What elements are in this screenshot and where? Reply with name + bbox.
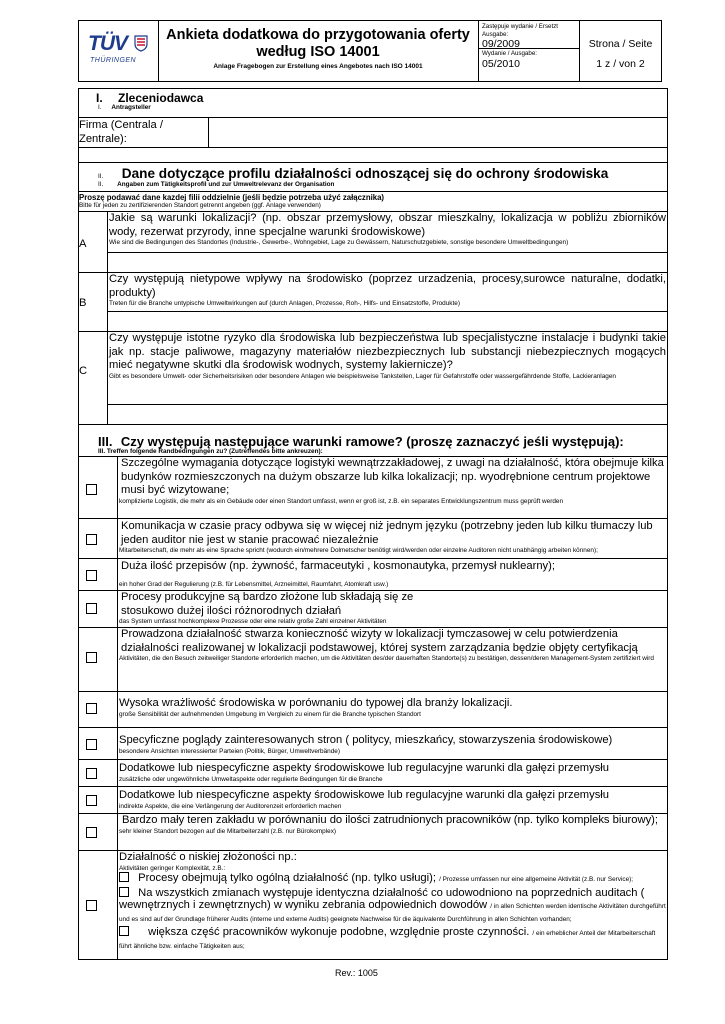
item-small-site-de: sehr kleiner Standort bezogen auf die Mitarbeiterzahl (z.B. nur Bürokomplex) [119, 827, 337, 835]
section1-title: Zleceniodawca [118, 91, 204, 105]
row-c-question: Czy występuje istotne ryzyko dla środowiska lub bezpieczeństwa lub specjalistyczne instalacje i budynki takie jak np. stacje paliwowe, magazyny materiałów niezbezpiecznych lub substancji niebezpiecznych mogących mieć negatywne skutki dla środowisk wodnych, systemy lakiernicze)? [109, 332, 666, 371]
page-label: Strona / Seite [588, 38, 653, 50]
item-indirect-aspects-pl: Dodatkowe lub niespecyficzne aspekty środowiskowe lub regulacyjne warunki dla gałęzi przemysłu [119, 789, 610, 801]
edition-value: 05/2010 [482, 57, 520, 70]
row-b-question: Czy występują nietypowe wpływy na środowisko (poprzez urzadzenia, procesy,surowce naturalne, dodatki, produkty) [109, 273, 666, 299]
item-low-complexity-pl: Działalność o niskiej złożoności np.: [119, 851, 297, 863]
row-b-answer[interactable] [108, 312, 666, 330]
section2-num: II. [98, 173, 104, 180]
checkbox-regulations[interactable] [86, 570, 97, 581]
firma-input[interactable] [209, 118, 667, 146]
item-low-complexity-de: Aktivitäten geringer Komplexität, z.B.: [119, 864, 226, 872]
checkbox-temporary-sites[interactable] [86, 652, 97, 663]
item-logistics-pl: Szczególne wymagania dotyczące logistyki wewnątrzzakładowej, z uwagi na działalność, która obejmuje kilka budynków rozmieszczonych na dużym obszarze lub kilka lokalizacji; np. wyodrębnione centrum projektowe musi być wizytowane; [121, 457, 664, 496]
sub3-de: / ein erheblicher Anteil der Mitarbeiterschaft führt ähnliche bzw. einfache Tätigkeiten aus; [119, 930, 656, 950]
item-temporary-sites-de: Aktivitäten, die den Besuch zeitweiliger Standorte erforderlich machen, um die Aktivitäten des/der dauerhaften Standorte(s) zu bestätigen, dessen/deren Management-System zertifiziert wird [119, 655, 654, 662]
checkbox-language[interactable] [86, 534, 97, 545]
item-stakeholders-de: besondere Ansichten interessierter Parteien (Politik, Bürger, Umweltverbände) [119, 747, 340, 755]
item-processes-pl: Procesy produkcyjne są bardzo złożone lub składają się ze stosukowo dużej ilości różnorodnych działań [121, 591, 414, 617]
revision-label: Rev.: 1005 [335, 968, 378, 978]
item-regulations-de: ein hoher Grad der Regulierung (z.B. für Lebensmittel, Arzneimittel, Raumfahrt, Atomkraft usw.) [119, 580, 389, 588]
section2-note-de: Bitte für jeden zu zertifizierenden Standort getrennt angeben (ggf. Anlage verwenden) [79, 202, 321, 209]
tuv-logo [88, 32, 152, 68]
doc-title-line1: Ankieta dodatkowa do przygotowania oferty [166, 27, 470, 43]
checkbox-processes[interactable] [86, 603, 97, 614]
checkbox-logistics[interactable] [86, 484, 97, 495]
row-a-letter: A [79, 238, 87, 250]
section3-sub: III. Treffen folgende Randbedingungen zu? (Zutreffendes bitte ankreuzen): [98, 448, 323, 455]
firma-label: Firma (Centrala / Zentrale): [79, 119, 163, 145]
item-processes-de: das System umfasst hochkomplexe Prozesse oder eine relativ große Zahl einzelner Aktivitäten [119, 618, 387, 625]
sub2-de: / in allen Schichten werden identische Aktivitäten durchgeführt und es sind auf der Grundlage früherer Audits (interne und externe Audits) geeignete Nachweise für die äquivalente Durchführung in allen Schichten vorhanden; [119, 903, 666, 923]
checkbox-general-activity[interactable] [119, 872, 129, 882]
row-c-letter: C [79, 365, 88, 377]
item-small-site-pl: Bardzo mały teren zakładu w porównaniu do ilości zatrudnionych pracowników (np. tylko kompleks biurowy); [122, 814, 659, 826]
replaces-value: 09/2009 [482, 38, 520, 50]
section1-sub: Antragsteller [111, 104, 151, 111]
checkbox-simple-tasks[interactable] [119, 926, 129, 936]
checkbox-additional-aspects[interactable] [86, 768, 97, 779]
section2-sub: Angaben zum Tätigkeitsprofil und zur Umweltrelevanz der Organisation [117, 181, 335, 188]
doc-title-line2: według ISO 14001 [256, 44, 380, 60]
section2-title: Dane dotyczące profilu działalności odnoszącej się do ochrony środowiska [121, 166, 609, 181]
edition-label: Wydanie / Ausgabe: [482, 50, 537, 57]
item-language-pl: Komunikacja w czasie pracy odbywa się w więcej niż jednym języku (potrzebny jeden lub kilku tłumaczy lub jeden auditor nie jest w stanie pracować niezależnie [121, 520, 653, 546]
shield-icon [134, 35, 148, 52]
sub2-pl: Na wszystkich zmianach występuje identyczna działalność co udowodniono na poprzednich auditach ( wewnętrznych i zewnętrznych) w wyniku zebrania odpowiednich dowodów [119, 886, 645, 911]
row-a-answer[interactable] [108, 253, 666, 271]
page-value: 1 z / von 2 [596, 58, 645, 70]
row-a-question-de: Wie sind die Bedingungen des Standortes (Industrie-, Gewerbe-, Wohngebiet, Lage zu Gewässern, Naturschutzgebiete, sonstige besondere Umweltbedingungen) [109, 239, 569, 246]
logo-text: TÜV [88, 32, 127, 55]
item-regulations-pl: Duża ilość przepisów (np. żywność, farmaceutyki , kosmonautyka, przemysł nuklearny); [121, 560, 555, 572]
item-language-de: Mitarbeiterschaft, die mehr als eine Sprache spricht (wodurch ein/mehrere Dolmetscher benötigt wird/werden oder einzelne Auditoren nicht unabhängig arbeiten können); [119, 547, 598, 554]
sub1-pl: Procesy obejmują tylko ogólną działalność (np. tylko usługi); [138, 872, 436, 884]
section1-num: I. [96, 91, 103, 105]
item-additional-aspects-de: zusätzliche oder ungewöhnliche Umweltaspekte oder regulierte Bedingungen für die Branche [119, 775, 383, 783]
checkbox-low-complexity[interactable] [86, 900, 97, 911]
doc-subtitle: Anlage Fragebogen zur Erstellung eines Angebotes nach ISO 14001 [213, 63, 423, 70]
item-sensitivity-de: große Sensibilität der aufnehmenden Umgebung im Vergleich zu einem für die Branche typischen Standort [119, 710, 421, 718]
row-b-question-de: Treten für die Branche untypische Umweltwirkungen auf (durch Anlagen, Prozesse, Roh-, Hilfs- und Einsatzstoffe, Produkte) [109, 300, 460, 307]
item-indirect-aspects-de: indirekte Aspekte, die eine Verlängerung der Auditorenzeit erforderlich machen [119, 802, 342, 810]
row-c-question-de: Gibt es besondere Umwelt- oder Sicherheitsrisiken oder besondere Anlagen wie beispielsweise Tankstellen, Lager für Gefahrstoffe oder wassergefährdende Stoffe, Lackieranlagen [109, 372, 616, 380]
item-additional-aspects-pl: Dodatkowe lub niespecyficzne aspekty środowiskowe lub regulacyjne warunki dla gałęzi przemysłu [119, 762, 610, 774]
logo-subtext: THÜRINGEN [90, 57, 137, 64]
sub1-de: / Prozesse umfassen nur eine allgemeine Aktivität (z.B. nur Service); [439, 876, 634, 883]
row-a-question: Jakie są warunki lokalizacji? (np. obszar przemysłowy, obszar mieszkalny, lokalizacja w pobliżu zbiorników wody, rezerwat przyrody, inne specjalne warunki środowiskowe) [109, 212, 666, 238]
replaces-label: Zastępuje wydanie / Ersetzt Ausgabe: [482, 23, 559, 38]
item-temporary-sites-pl: Prowadzona działalność stwarza konieczność wizyty w lokalizacji tymczasowej w celu potwierdzenia działalności realizowanej w lokalizacji podstawowej, której system zarządzania będzie objęty certyfikacją [121, 628, 638, 654]
checkbox-identical-shifts[interactable] [119, 887, 129, 897]
section1-sub-num: I. [98, 104, 102, 111]
section2-note-pl: Proszę podawać dane kazdej filii oddzielnie (jeśli będzie potrzeba użyć załącznika) [79, 193, 385, 202]
checkbox-small-site[interactable] [86, 827, 97, 838]
checkbox-indirect-aspects[interactable] [86, 795, 97, 806]
row-c-answer[interactable] [108, 405, 666, 423]
section3-title-num: III. [98, 434, 113, 449]
item-stakeholders-pl: Specyficzne poglądy zainteresowanych stron ( politycy, mieszkańcy, stowarzyszenia środowiskowe) [119, 734, 613, 746]
item-sensitivity-pl: Wysoka wrażliwość środowiska w porównaniu do typowej dla branży lokalizacji. [119, 697, 513, 709]
row-b-letter: B [79, 297, 87, 309]
checkbox-sensitivity[interactable] [86, 703, 97, 714]
section3-title: Czy występują następujące warunki ramowe? (proszę zaznaczyć jeśli występują): [120, 434, 624, 449]
sub3-pl: większa część pracowników wykonuje podobne, względnie proste czynności. [148, 926, 530, 938]
checkbox-stakeholders[interactable] [86, 739, 97, 750]
section2-sub-num: II. [98, 181, 104, 188]
item-logistics-de: komplizierte Logistik, die mehr als ein Gebäude oder einen Standort umfasst, wenn er groß ist, z.B. ein separates Entwicklungszentrum muss geprüft werden [119, 497, 564, 505]
